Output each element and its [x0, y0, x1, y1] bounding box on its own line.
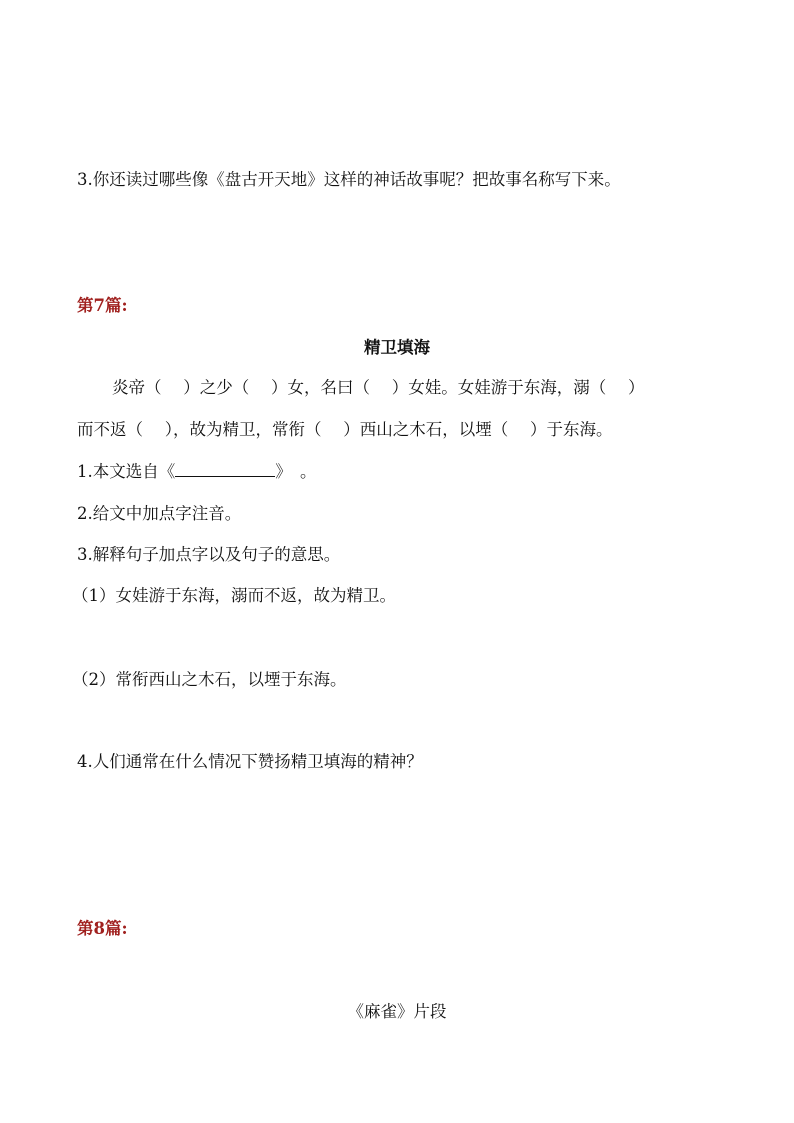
question-1-prefix: 1.本文选自《: [77, 462, 176, 481]
question-3: 3.解释句子加点字以及句子的意思。: [77, 545, 341, 564]
section-7-label: 第7篇:: [77, 296, 128, 315]
answer-blank[interactable]: [175, 462, 275, 477]
section-8-title: 《麻雀》片段: [347, 1002, 447, 1021]
question-1-suffix: 》 。: [275, 462, 317, 481]
question-3-part-1: （1）女娃游于东海，溺而不返，故为精卫。: [72, 586, 396, 605]
passage-line-2: 而不返（ ），故为精卫，常衔（ ）西山之木石，以堙（ ）于东海。: [77, 420, 613, 439]
passage-line-1: 炎帝（ ）之少（ ）女，名曰（ ）女娃。女娃游于东海，溺（ ）: [112, 378, 645, 397]
question-3-myths: 3.你还读过哪些像《盘古开天地》这样的神话故事呢？把故事名称写下来。: [77, 170, 621, 189]
section-8-label: 第8篇:: [77, 919, 128, 938]
question-1: [77, 462, 317, 482]
question-2: 2.给文中加点字注音。: [77, 504, 242, 523]
question-4: 4.人们通常在什么情况下赞扬精卫填海的精神？: [77, 752, 423, 771]
question-3-part-2: （2）常衔西山之木石，以堙于东海。: [72, 670, 347, 689]
section-7-title: 精卫填海: [364, 338, 430, 357]
